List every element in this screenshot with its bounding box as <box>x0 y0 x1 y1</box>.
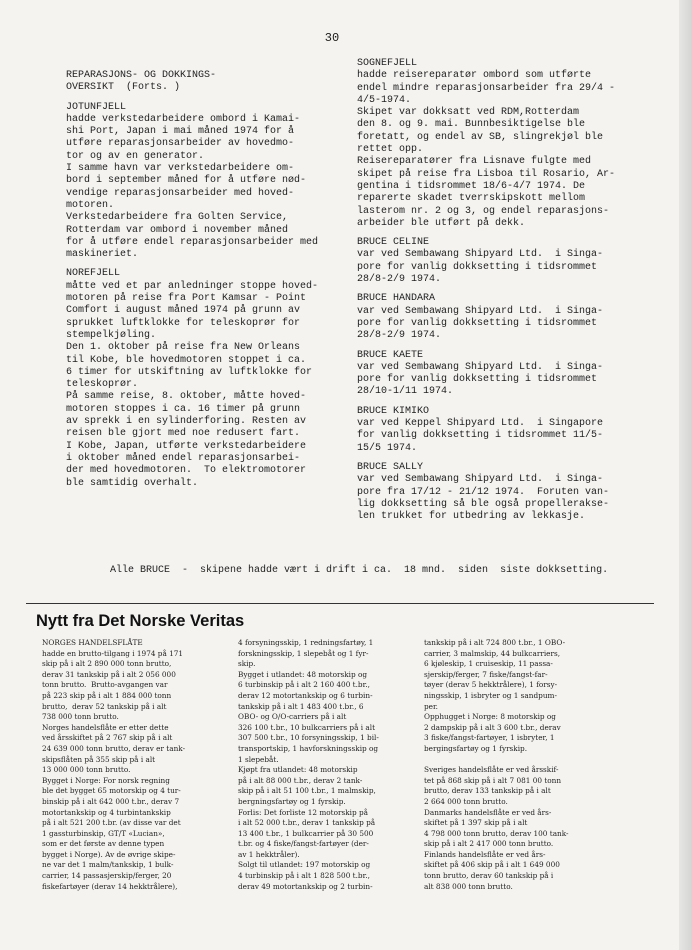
report-line: måtte ved et par anledninger stoppe hoved- <box>66 280 319 292</box>
news-line: 4 forsyningsskip, 1 redningsfartøy, 1 <box>238 638 374 647</box>
report-line: lasterom nr. 2 og 3, og endel reparasjons- <box>357 205 610 217</box>
report-line: Skipet var dokksatt ved RDM,Rotterdam <box>357 107 580 119</box>
right-column <box>357 58 619 523</box>
news-line: tet på 868 skip på i alt 7 081 00 tonn <box>424 775 562 785</box>
report-line: motoren stoppes i ca. 16 timer på grunn <box>66 403 301 415</box>
news-line: 3 fiske/fangst-fartøyer, 1 isbryter, 1 <box>424 733 555 743</box>
report-line: motoren. <box>66 199 115 211</box>
news-line: bergingsfartøy og 1 fyrskip. <box>424 743 528 753</box>
news-line: tankskip på i alt 724 800 t.br., 1 OBO- <box>424 638 566 647</box>
news-line: brutto, derav 133 tankskip på i alt <box>424 786 551 796</box>
report-line: foretatt, og endel av SB, slingrekjøl ble <box>357 131 604 143</box>
report-line: 6 timer for utskiftning av luftklokke for <box>66 366 313 378</box>
report-line: der med hovedmotoren. To elektromotorer <box>66 465 307 477</box>
news-line: Finlands handelsflåte er ved års- <box>424 849 546 859</box>
news-line: ne var det 1 malm/tankskip, 1 bulk- <box>42 860 174 870</box>
report-line: Comfort i august måned 1974 på grunn av <box>66 305 301 317</box>
section-heading-line-2: OVERSIKT (Forts. ) <box>66 82 181 94</box>
news-line: skiftet på 406 skip på i alt 1 649 000 <box>424 860 560 870</box>
news-line: 2 dampskip på i alt 3 600 t.br., derav <box>424 722 561 732</box>
report-section <box>357 462 619 523</box>
report-line: I Kobe, Japan, utførte verkstedarbeidere <box>66 440 307 452</box>
report-line: Verkstedarbeidere fra Golten Service, <box>66 212 289 224</box>
report-line: 28/8-2/9 1974. <box>357 330 442 342</box>
news-line: t.br. og 4 fiske/fangst-fartøyer (der- <box>238 839 369 849</box>
report-line: Rotterdam var ombord i november måned <box>66 224 289 236</box>
report-line: Reisereparatører fra Lisnave fulgte med <box>357 156 592 168</box>
news-line: Bygget i utlandet: 48 motorskip og <box>238 669 368 679</box>
report-line: arbeider ble utført på dekk. <box>357 217 526 229</box>
report-section <box>66 102 356 262</box>
news-line: ble det bygget 65 motorskip og 4 tur- <box>42 786 181 796</box>
news-line: skip. <box>238 659 256 669</box>
news-line: ningsskip, 1 isbryter og 1 sandpum- <box>424 690 557 700</box>
news-line: skiftet på 1 397 skip på i alt <box>424 818 528 828</box>
report-line: i oktober måned endel reparasjonsarbei- <box>66 452 301 464</box>
left-column <box>66 70 356 490</box>
report-section <box>357 237 619 286</box>
report-line: len trukket for utbedring av lekkasje. <box>357 511 586 523</box>
report-line: var ved Sembawang Shipyard Ltd. i Singa- <box>357 474 604 486</box>
news-line: 6 kjøleskip, 1 cruiseskip, 11 passa- <box>424 659 553 669</box>
ship-name: JOTUNFJELL <box>66 101 127 113</box>
report-line: til Kobe, ble hovedmotoren stoppet i ca. <box>66 354 307 366</box>
report-section <box>357 293 619 342</box>
news-line: bygget i Norge). Av de øvrige skipe- <box>42 849 176 859</box>
report-line: skipet på reise fra Lisboa til Rosario, Ar- <box>357 168 616 180</box>
report-line: var ved Sembawang Shipyard Ltd. i Singa- <box>357 361 604 373</box>
news-line: Norges handelsflåte er etter dette <box>42 722 169 732</box>
report-line: for å utføre endel reparasjonsarbeider med <box>66 236 319 248</box>
report-line: teleskoprør. <box>66 379 139 391</box>
news-line: som er det første av denne typen <box>42 839 165 849</box>
report-line: var ved Keppel Shipyard Ltd. i Singapore <box>357 418 604 430</box>
report-line: hadde reisereparatør ombord som utførte <box>357 70 592 82</box>
report-line: 28/8-2/9 1974. <box>357 274 442 286</box>
report-line: hadde verkstedarbeidere ombord i Kamai- <box>66 113 301 125</box>
report-line: den 8. og 9. mai. Bunnbesiktigelse ble <box>357 119 586 131</box>
report-section <box>357 350 619 399</box>
news-line: tonn brutto, derav 60 tankskip på i <box>424 871 554 881</box>
news-line: 6 turbinskip på i alt 2 160 400 t.br., <box>238 680 370 690</box>
news-line: derav 12 motortankskip og 6 turbin- <box>238 690 373 700</box>
report-line: rettet opp. <box>357 144 424 156</box>
report-line: reisen ble gjort med noe redusert fart. <box>66 428 301 440</box>
news-line: fiskefartøyer (derav 14 hekktrålere), <box>42 881 178 891</box>
report-line: sprukket luftklokke for teleskoprør for <box>66 317 301 329</box>
veritas-column-2 <box>238 638 424 892</box>
news-line: bergningsfartøy og 1 fyrskip. <box>238 796 346 806</box>
news-line: Forlis: Det forliste 12 motorskip på <box>238 807 368 817</box>
news-line: sjerskip/ferger, 7 fiske/fangst-far- <box>424 669 548 679</box>
news-line: 307 500 t.br., 10 forsyningsskip, 1 bil- <box>238 733 379 743</box>
news-line: Danmarks handelsflåte er ved års- <box>424 807 552 817</box>
summary-line: Alle BRUCE - skipene hadde vært i drift i ca. 18 mnd. siden siste dokksetting. <box>110 565 609 576</box>
news-line: tankskip på i alt 1 483 400 t.br., 6 <box>238 701 364 711</box>
report-line: var ved Sembawang Shipyard Ltd. i Singa- <box>357 249 604 261</box>
report-line: I samme havn var verkstedarbeidere om- <box>66 163 295 175</box>
news-line <box>424 755 620 766</box>
report-line: endel mindre reparasjonsarbeider fra 29/4 - <box>357 82 616 94</box>
news-line: derav 31 tankskip på i alt 2 056 000 <box>42 669 176 679</box>
ship-name: BRUCE KAETE <box>357 349 424 361</box>
news-line: 2 664 000 tonn brutto. <box>424 796 508 806</box>
news-line: Bygget i Norge: For norsk regning <box>42 775 170 785</box>
report-line: 15/5 1974. <box>357 442 418 454</box>
news-line: i alt 52 000 t.br., derav 1 tankskip på <box>238 818 376 828</box>
veritas-column-1 <box>42 638 234 892</box>
news-line: carrier, 3 malmskip, 44 bulkcarriers, <box>424 648 561 658</box>
news-line: binskip på i alt 642 000 t.br., derav 7 <box>42 796 180 806</box>
report-line: shi Port, Japan i mai måned 1974 for å <box>66 126 295 138</box>
news-line: tonn brutto. Brutto-avgangen var <box>42 680 168 690</box>
section-heading-line-1: REPARASJONS- OG DOKKINGS- <box>66 70 217 81</box>
news-line: forskningsskip, 1 slepebåt og 1 fyr- <box>238 648 369 658</box>
report-line: motoren på reise fra Port Kamsar - Point <box>66 293 307 305</box>
news-line: Solgt til utlandet: 197 motorskip og <box>238 860 371 870</box>
divider-rule <box>26 603 654 604</box>
veritas-heading: Nytt fra Det Norske Veritas <box>36 612 245 630</box>
report-line: bord i september måned for å utføre nød- <box>66 175 307 187</box>
report-line: utføre reparasjonsarbeider av hovedmo- <box>66 138 295 150</box>
report-line: reparerte skadet tverrskipskott mellom <box>357 193 586 205</box>
news-line: skip på i alt 51 100 t.br., 1 malmskip, <box>238 786 376 796</box>
report-section <box>66 268 356 489</box>
news-line: per. <box>424 701 438 711</box>
page-edge-shadow <box>679 0 691 950</box>
ship-name: BRUCE KIMIKO <box>357 405 430 417</box>
news-line: transportskip, 1 havforskningsskip og <box>238 743 379 753</box>
news-line: 13 000 000 tonn brutto. <box>42 765 131 775</box>
news-line: derav 49 motortankskip og 2 turbin- <box>238 881 373 891</box>
report-line: lig dokksetting så ble også propellerakse- <box>357 498 610 510</box>
report-line: av sprekk i en sylinderforing. Resten av <box>66 416 307 428</box>
news-line: på i alt 88 000 t.br., derav 2 tank- <box>238 775 363 785</box>
news-line: Opphugget i Norge: 8 motorskip og <box>424 712 556 722</box>
news-line: på i alt 521 200 t.br. (av disse var det <box>42 818 181 828</box>
report-line: stempelkjøling. <box>66 329 157 341</box>
news-line: alt 838 000 tonn brutto. <box>424 881 513 891</box>
news-line: skip på i alt 2 890 000 tonn brutto, <box>42 659 172 669</box>
report-line: 4/5-1974. <box>357 94 412 106</box>
news-line: Sveriges handelsflåte er ved årsskif- <box>424 765 559 775</box>
news-line: 326 100 t.br., 10 bulkcarriers på i alt <box>238 722 376 732</box>
news-line: 738 000 tonn brutto. <box>42 712 119 722</box>
report-line: ble samtidig overhalt. <box>66 477 199 489</box>
news-line: carrier, 14 passasjerskip/ferger, 20 <box>42 871 172 881</box>
news-line: på 223 skip på i alt 1 884 000 tonn <box>42 690 172 700</box>
report-section <box>357 58 619 230</box>
ship-name: BRUCE CELINE <box>357 237 430 249</box>
page-number: 30 <box>324 31 340 45</box>
report-line: Den 1. oktober på reise fra New Orleans <box>66 342 301 354</box>
report-line: pore for vanlig dokksetting i tidsrommet <box>357 317 598 329</box>
report-line: På samme reise, 8. oktober, måtte hoved- <box>66 391 307 403</box>
report-line: tor og av en generator. <box>66 150 205 162</box>
ship-name: NOREFJELL <box>66 268 121 280</box>
news-line: 24 639 000 tonn brutto, derav er tank- <box>42 743 186 753</box>
report-line: 28/10-1/11 1974. <box>357 386 454 398</box>
news-line: av 1 hekktråler). <box>238 849 300 859</box>
news-line: OBO- og O/O-carriers på i alt <box>238 712 347 722</box>
news-line: 1 gassturbinskip, GT/T «Lucian», <box>42 828 165 838</box>
news-line: 4 turbinskip på i alt 1 828 500 t.br., <box>238 871 370 881</box>
news-line: skip på i alt 2 417 000 tonn brutto. <box>424 839 554 849</box>
news-line: hadde en brutto-tilgang i 1974 på 171 <box>42 648 184 658</box>
report-line: pore for vanlig dokksetting i tidsrommet <box>357 261 598 273</box>
news-line: NORGES HANDELSFLÅTE <box>42 638 143 647</box>
report-line: for vanlig dokksetting i tidsrommet 11/5- <box>357 430 604 442</box>
news-line: ved årsskiftet på 2 767 skip på i alt <box>42 733 173 743</box>
report-line: pore for vanlig dokksetting i tidsrommet <box>357 374 598 386</box>
news-line: 1 slepebåt. <box>238 754 279 764</box>
news-line: Kjøpt fra utlandet: 48 motorskip <box>238 765 358 775</box>
report-line: maskineriet. <box>66 249 139 261</box>
news-line: brutto, derav 52 tankskip på i alt <box>42 701 167 711</box>
news-line: motortankskip og 4 turbintankskip <box>42 807 171 817</box>
news-line: 13 400 t.br., 1 bulkcarrier på 30 500 <box>238 828 374 838</box>
report-line: var ved Sembawang Shipyard Ltd. i Singa- <box>357 305 604 317</box>
report-line: vendige reparasjonsarbeider med hoved- <box>66 187 295 199</box>
ship-name: BRUCE HANDARA <box>357 293 436 305</box>
veritas-column-3 <box>424 638 620 892</box>
news-line: skipsflåten på 355 skip på i alt <box>42 754 156 764</box>
report-line: gentina i tidsrommet 18/6-4/7 1974. De <box>357 180 586 192</box>
ship-name: SOGNEFJELL <box>357 58 418 69</box>
news-line: 4 798 000 tonn brutto, derav 100 tank- <box>424 828 569 838</box>
report-line: pore fra 17/12 - 21/12 1974. Foruten van- <box>357 486 610 498</box>
ship-name: BRUCE SALLY <box>357 461 424 473</box>
news-line: tøyer (derav 5 hekktrålere), 1 forsy- <box>424 680 558 690</box>
report-section <box>357 406 619 455</box>
